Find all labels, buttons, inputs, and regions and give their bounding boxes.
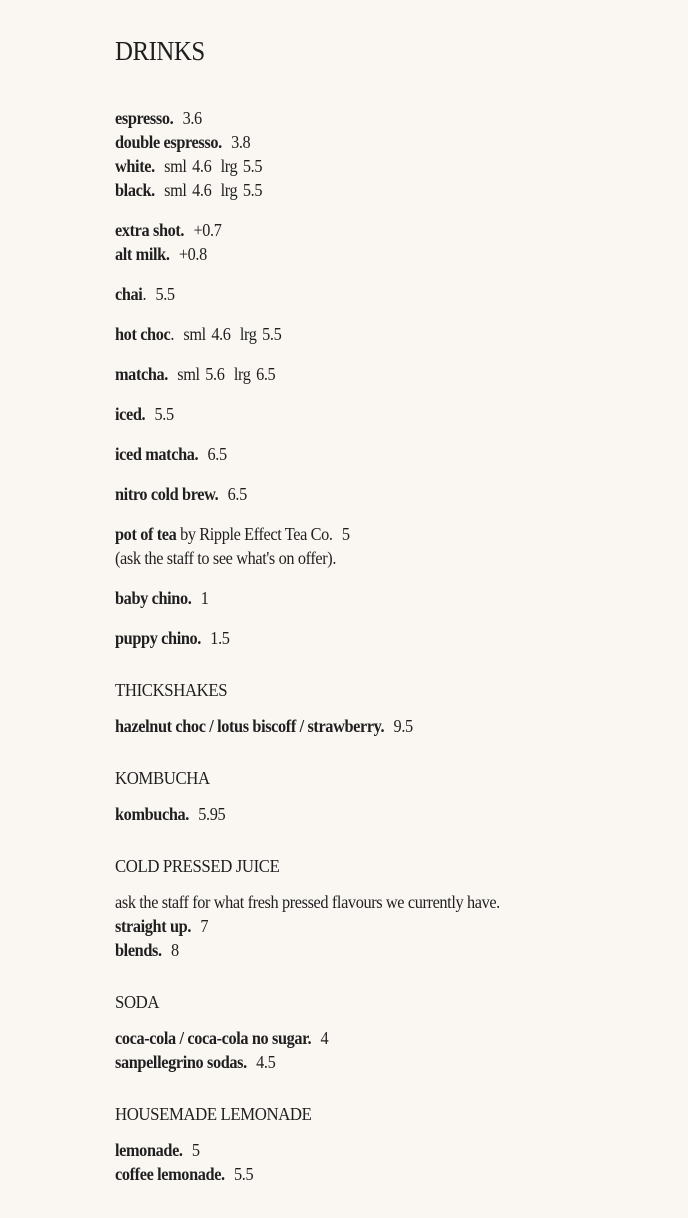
item-name: coca-cola / coca-cola no sugar. — [115, 1028, 312, 1048]
item-name: extra shot. — [115, 220, 185, 240]
size-label-small: sml — [183, 324, 206, 344]
item-price: +0.8 — [178, 244, 207, 264]
item-name: baby chino. — [115, 588, 192, 608]
menu-item-note — [115, 546, 336, 570]
item-price: 8 — [171, 940, 179, 960]
item-supplier: by Ripple Effect Tea Co. — [180, 524, 333, 544]
section-heading-kombucha: KOMBUCHA — [115, 768, 210, 788]
price-small: 5.6 — [205, 364, 225, 384]
size-label-small: sml — [164, 180, 187, 200]
menu-item-blends — [115, 938, 179, 962]
item-note: ask the staff for what fresh pressed flavours we currently have. — [115, 892, 500, 912]
menu-item-straight-up — [115, 914, 208, 938]
item-price: 5.5 — [155, 284, 175, 304]
menu-item-pot-of-tea — [115, 522, 350, 546]
item-name: lemonade. — [115, 1140, 183, 1160]
price-large: 5.5 — [262, 324, 282, 344]
item-price: 3.6 — [182, 108, 202, 128]
price-small: 4.6 — [192, 156, 212, 176]
section-heading-soda: SODA — [115, 992, 160, 1012]
menu-item-chai — [115, 282, 175, 306]
menu-item-iced — [115, 402, 174, 426]
price-small: 4.6 — [211, 324, 231, 344]
menu-item-espresso — [115, 106, 202, 130]
item-name: coffee lemonade. — [115, 1164, 225, 1184]
item-name: espresso. — [115, 108, 174, 128]
item-name-dot: . — [142, 284, 147, 304]
item-price: 6.5 — [207, 444, 227, 464]
menu-item-iced-matcha — [115, 442, 227, 466]
section-heading-lemonade: HOUSEMADE LEMONADE — [115, 1104, 312, 1124]
item-name: hazelnut choc / lotus biscoff / strawberry. — [115, 716, 385, 736]
item-name: sanpellegrino sodas. — [115, 1052, 247, 1072]
item-price: 1 — [200, 588, 209, 608]
item-name: alt milk. — [115, 244, 170, 264]
item-name: nitro cold brew. — [115, 484, 219, 504]
juice-note — [115, 890, 500, 914]
item-price: 6.5 — [227, 484, 247, 504]
item-note: (ask the staff to see what's on offer). — [115, 548, 337, 568]
item-name: puppy chino. — [115, 628, 202, 648]
item-name: pot of tea — [115, 524, 177, 544]
item-name: kombucha. — [115, 804, 189, 824]
item-name: double espresso. — [115, 132, 222, 152]
item-price: 5.5 — [234, 1164, 254, 1184]
menu-item-thickshake — [115, 714, 413, 738]
menu-item-double-espresso — [115, 130, 250, 154]
item-price: 5 — [341, 524, 350, 544]
item-name: chai — [115, 284, 143, 304]
price-large: 5.5 — [242, 180, 263, 200]
price-large: 6.5 — [256, 364, 276, 384]
item-name: hot choc — [115, 324, 171, 344]
size-label-small: sml — [177, 364, 200, 384]
size-label-large: lrg — [233, 364, 251, 384]
menu-item-nitro-cold-brew — [115, 482, 247, 506]
item-name-dot: . — [170, 324, 175, 344]
menu-item-puppy-chino — [115, 626, 230, 650]
item-price: 9.5 — [393, 716, 413, 736]
size-label-large: lrg — [239, 324, 257, 344]
item-price: 4 — [320, 1028, 329, 1048]
item-name: blends. — [115, 940, 162, 960]
menu-item-coca-cola — [115, 1026, 328, 1050]
menu-item-kombucha — [115, 802, 225, 826]
item-price: 5 — [191, 1140, 200, 1160]
menu-item-hot-choc — [115, 322, 281, 346]
size-label-large: lrg — [220, 156, 238, 176]
size-label-large: lrg — [220, 180, 238, 200]
menu-item-lemonade — [115, 1138, 200, 1162]
menu-item-white — [115, 154, 262, 178]
menu-item-black — [115, 178, 262, 202]
size-label-small: sml — [164, 156, 187, 176]
menu-item-baby-chino — [115, 586, 208, 610]
page-title: DRINKS — [115, 36, 205, 66]
item-price: +0.7 — [193, 220, 222, 240]
item-name: straight up. — [115, 916, 192, 936]
price-small: 4.6 — [192, 180, 212, 200]
menu-item-coffee-lemonade — [115, 1162, 253, 1186]
item-price: 7 — [200, 916, 209, 936]
item-name: black. — [115, 180, 155, 200]
item-name: white. — [115, 156, 155, 176]
item-price: 5.95 — [198, 804, 226, 824]
menu-item-extra-shot — [115, 218, 221, 242]
item-name: iced. — [115, 404, 146, 424]
section-heading-thickshakes: THICKSHAKES — [115, 680, 228, 700]
price-large: 5.5 — [242, 156, 263, 176]
item-name: matcha. — [115, 364, 168, 384]
item-price: 1.5 — [210, 628, 230, 648]
menu-item-matcha — [115, 362, 275, 386]
menu-item-sanpellegrino — [115, 1050, 275, 1074]
section-heading-juice: COLD PRESSED JUICE — [115, 856, 280, 876]
item-name: iced matcha. — [115, 444, 199, 464]
item-price: 4.5 — [256, 1052, 276, 1072]
item-price: 3.8 — [231, 132, 251, 152]
item-price: 5.5 — [154, 404, 174, 424]
menu-item-alt-milk — [115, 242, 207, 266]
